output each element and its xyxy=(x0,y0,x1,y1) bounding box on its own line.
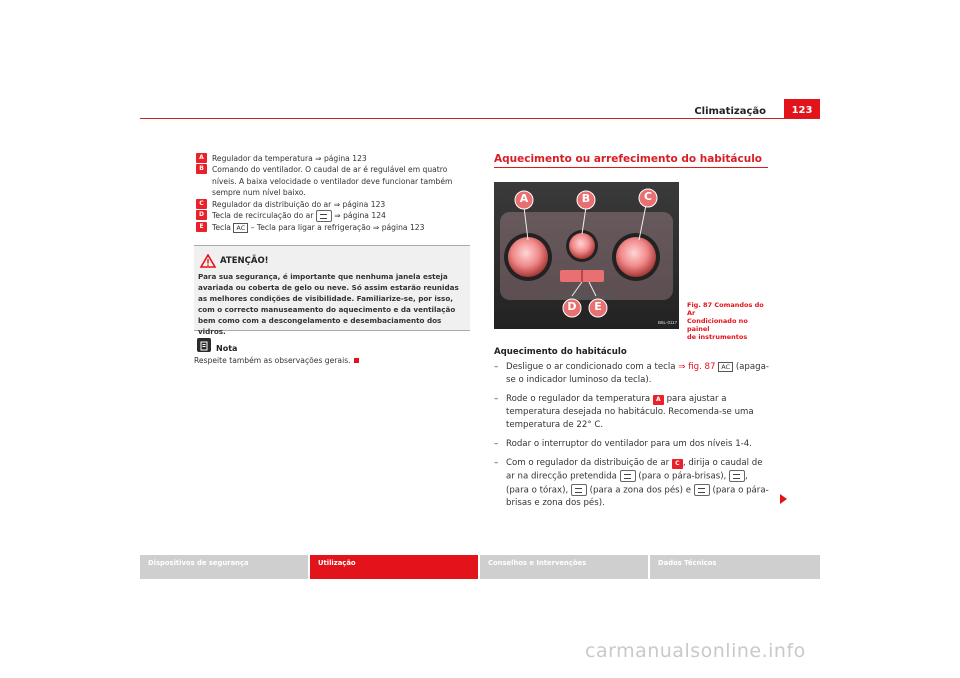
callout-e xyxy=(588,298,608,322)
section-rule xyxy=(494,167,768,168)
note-text: Respeite também as observações gerais. xyxy=(194,356,351,365)
legend-list xyxy=(196,153,472,233)
section-title: Aquecimento ou arrefecimento do habitáculo xyxy=(494,153,763,165)
instruction-text: , dirija o caudal de ar na direcção pretendida xyxy=(506,458,763,482)
header-rule xyxy=(140,118,820,119)
footwell-icon xyxy=(571,484,587,496)
legend-text: – Tecla para ligar a refrigeração ⇒ página 123 xyxy=(250,223,425,233)
instructions-subtitle: Aquecimento do habitáculo xyxy=(494,347,627,357)
legend-item-d xyxy=(196,210,472,222)
note-icon xyxy=(197,338,211,352)
callout-b-label: B xyxy=(581,192,591,205)
tag-a: A xyxy=(196,153,207,163)
note-body xyxy=(194,356,359,365)
tag-d: D xyxy=(196,210,207,220)
instructions-list xyxy=(494,361,770,516)
tag-b: B xyxy=(196,164,207,174)
instruction-text: para ajustar a temperatura desejada no habitáculo. Recomenda-se uma temperatura de 22° C. xyxy=(506,394,754,430)
figure-code: B6L-0117 xyxy=(658,320,678,325)
instruction-text: , (para o tórax), xyxy=(506,471,748,495)
caption-line: Condicionado no painel xyxy=(687,317,748,333)
callout-a-label: A xyxy=(519,192,529,205)
legend-text: Comando do ventilador. O caudal de ar é regulável em quatro níveis. A baixa velocidade o ventilador deve funcionar também sempre num nível baixo. xyxy=(212,165,453,198)
page-number: 123 xyxy=(784,99,820,119)
figure-photo xyxy=(494,182,679,329)
ac-key: AC xyxy=(233,223,248,233)
legend-item-a xyxy=(196,153,472,164)
instruction-text: Desligue o ar condicionado com a tecla xyxy=(506,362,676,372)
legend-text: ⇒ página 124 xyxy=(334,211,386,221)
tag-c: C xyxy=(196,199,207,209)
ac-key: AC xyxy=(718,362,733,372)
chest-airflow-icon xyxy=(729,470,745,482)
warning-box xyxy=(194,245,470,336)
callout-c-label: C xyxy=(643,190,653,203)
tab-tips-maintenance[interactable]: Conselhos e Intervenções xyxy=(480,555,648,579)
legend-text: Regulador da distribuição do ar ⇒ página 123 xyxy=(212,199,386,209)
instruction-item: – Desligue o ar condicionado com a tecla ⇒ fig. 87 AC (apaga-se o indicador luminoso da tecla). xyxy=(494,362,769,385)
caption-line: Fig. 87 Comandos do Ar xyxy=(687,301,764,317)
tab-operation[interactable]: Utilização xyxy=(310,555,478,579)
legend-item-c xyxy=(196,199,472,210)
legend-text: Tecla de recirculação do ar xyxy=(212,211,314,221)
callout-d-label: D xyxy=(567,300,577,313)
legend-text: Tecla xyxy=(212,223,231,233)
warning-title: ATENÇÃO! xyxy=(220,256,269,266)
instruction-text: Com o regulador da distribuição de ar xyxy=(506,458,670,468)
instruction-item: – Com o regulador da distribuição de ar C , dirija o caudal de ar na direcção pretendida (para o pára-brisas), , (para o tórax), (para a zona dos pés) e (para o pára-brisas e zona dos pés). xyxy=(494,458,769,508)
callout-c xyxy=(638,188,658,212)
tag-e: E xyxy=(196,222,207,232)
legend-item-b xyxy=(196,164,472,198)
tag-c: C xyxy=(672,459,683,469)
instruction-text: Rode o regulador da temperatura xyxy=(506,394,651,404)
callout-a xyxy=(514,190,534,214)
figure-link[interactable]: ⇒ fig. 87 xyxy=(678,362,716,372)
instruction-text: (apaga-se o indicador luminoso da tecla). xyxy=(506,362,769,385)
instruction-text: Rodar o interruptor do ventilador para um dos níveis 1-4. xyxy=(506,439,752,449)
instruction-text: (para a zona dos pés) e xyxy=(589,485,692,495)
instruction-item: – Rodar o interruptor do ventilador para um dos níveis 1-4. xyxy=(494,439,752,449)
legend-item-e xyxy=(196,222,472,233)
instruction-text: (para o pára-brisas e zona dos pés). xyxy=(506,485,769,508)
tag-a: A xyxy=(653,395,664,405)
callout-e-label: E xyxy=(594,300,602,313)
warning-icon xyxy=(200,254,216,268)
note-title: Nota xyxy=(216,344,238,353)
recirculation-icon xyxy=(316,210,332,222)
callout-b xyxy=(576,190,596,214)
windscreen-icon xyxy=(620,470,636,482)
instruction-text: (para o pára-brisas), xyxy=(638,471,727,482)
chapter-title: Climatização xyxy=(694,106,766,117)
callout-d xyxy=(562,298,582,322)
windscreen-footwell-icon xyxy=(694,484,710,496)
tab-technical-data[interactable]: Dados Técnicos xyxy=(650,555,820,579)
continue-arrow-icon xyxy=(780,494,787,504)
caption-line: de instrumentos xyxy=(687,333,748,341)
legend-text: Regulador da temperatura ⇒ página 123 xyxy=(212,154,367,163)
warning-body: Para sua segurança, é importante que nenhuma janela esteja avariada ou coberta de gelo ou neve. Só assim estarão reunidas as melhores condições de visibilidade. Familiarize-se, por isso, com o correcto manuseamento do aquecimento e da ventilação bem como com a descongelamento e desembaciamento dos vidros. xyxy=(198,272,459,336)
figure-caption xyxy=(687,301,767,341)
tab-safety-devices[interactable]: Dispositivos de segurança xyxy=(140,555,308,579)
watermark: carmanualsonline.info xyxy=(585,640,806,662)
end-mark xyxy=(354,358,359,363)
instruction-item: – Rode o regulador da temperatura A para ajustar a temperatura desejada no habitáculo. Recomenda-se uma temperatura de 22° C. xyxy=(494,394,754,430)
